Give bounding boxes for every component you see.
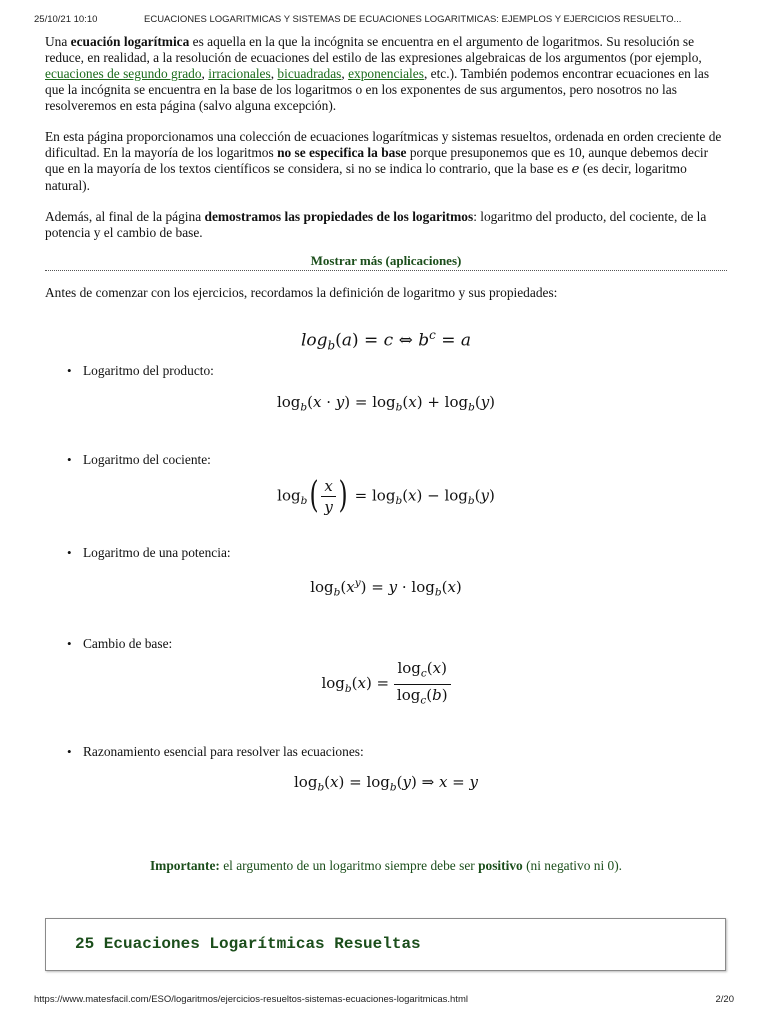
property-essential-reasoning (45, 744, 727, 796)
print-datetime: 25/10/21 10:10 (34, 14, 98, 25)
property-quotient (45, 452, 727, 515)
article-content (45, 34, 727, 874)
before-text: Antes de comenzar con los ejercicios, recordamos la definición de logaritmo y sus propiedades: (45, 285, 558, 300)
important-label: Importante: (149, 858, 220, 874)
formula-change-of-base: $\log_b(x)$ = $\frac{\log_c(x)}{\log_c(b)}$ (45, 660, 727, 708)
intro-paragraph-1: Una ecuación logarítmica es aquella en la que la incógnita se encuentra en el argumento de logaritmos. Su resolución se reduce, en realidad, a la resolución de ecuaciones del estilo de las expresiones algebraicas de los argumentos (por ejemplo, ecuaciones de segundo grado, irracionales, bicuadradas, exponenciales, etc.). También podemos encontrar ecuaciones en las que la incógnita se encuentra en la base de los logaritmos o en los exponentes de sus argumentos, pero nosotros no las resolveremos en esta página (salvo alguna excepción). (45, 34, 710, 113)
properties-list (45, 363, 727, 796)
print-title: ECUACIONES LOGARITMICAS Y SISTEMAS DE ECUACIONES LOGARITMICAS: EJEMPLOS Y EJERCICIOS RESUELTO... (144, 14, 682, 25)
show-more-bar (45, 253, 727, 271)
log-definition-formula: $\log_b(a) = c$ ⇔ $b^c = a$ (300, 328, 471, 353)
link-bicuadradas[interactable]: bicuadradas (277, 66, 342, 81)
property-label: Cambio de base: (83, 636, 173, 652)
property-power (45, 545, 727, 600)
term-ecuacion-logaritmica: ecuación logarítmica (70, 34, 190, 49)
page-number: 2/20 (715, 994, 734, 1005)
formula-product: $\log_b(x \cdot y) = \log_b(x) + \log_b(y)$ (276, 393, 496, 414)
intro-paragraph-3: Además, al final de la página demostramos las propiedades de los logaritmos: logaritmo del producto, del cociente, de la potencia y el cambio de base. (45, 209, 707, 240)
print-url: https://www.matesfacil.com/ESO/logaritmos/ejercicios-resueltos-sistemas-ecuaciones-logaritmicas.html (34, 994, 468, 1005)
intro-paragraph-2: En esta página proporcionamos una colección de ecuaciones logarítmicas y sistemas resueltos, ordenada en orden creciente de dificultad. En la mayoría de los logaritmos no se especifica la base porque presuponemos que es 10, aunque debemos decir que en la mayoría de los textos científicos se considera, si no se indica lo contrario, que la base es e (es decir, logaritmo natural). (45, 129, 722, 193)
section-title: 25 Ecuaciones Logarítmicas Resueltas (75, 935, 421, 953)
property-product (45, 363, 727, 416)
important-note: Importante: el argumento de un logaritmo siempre debe ser positivo (ni negativo ni 0). (149, 858, 623, 874)
section-title-box (45, 918, 726, 971)
show-more-button[interactable]: Mostrar más (aplicaciones) (310, 253, 462, 268)
property-change-of-base (45, 636, 727, 708)
property-label: Logaritmo de una potencia: (83, 544, 231, 560)
property-label: Logaritmo del cociente: (83, 451, 211, 467)
print-header (34, 14, 734, 25)
print-footer (34, 994, 734, 1005)
property-label: Razonamiento esencial para resolver las ecuaciones: (83, 744, 364, 760)
link-exponenciales[interactable]: exponenciales (348, 66, 424, 81)
link-segundo-grado[interactable]: ecuaciones de segundo grado (45, 66, 202, 81)
property-label: Logaritmo del producto: (83, 363, 214, 378)
formula-equality: $\log_b(x) = \log_b(y)$ ⇒ x = y (294, 773, 478, 795)
formula-quotient: $\log_b$( $\frac{x}{y}$ ) = $\log_b(x) - \log_b(y)$ (277, 475, 495, 517)
link-irracionales[interactable]: irracionales (208, 66, 271, 81)
formula-power: $\log_b(x^y) = y \cdot \log_b(x)$ (310, 576, 462, 599)
